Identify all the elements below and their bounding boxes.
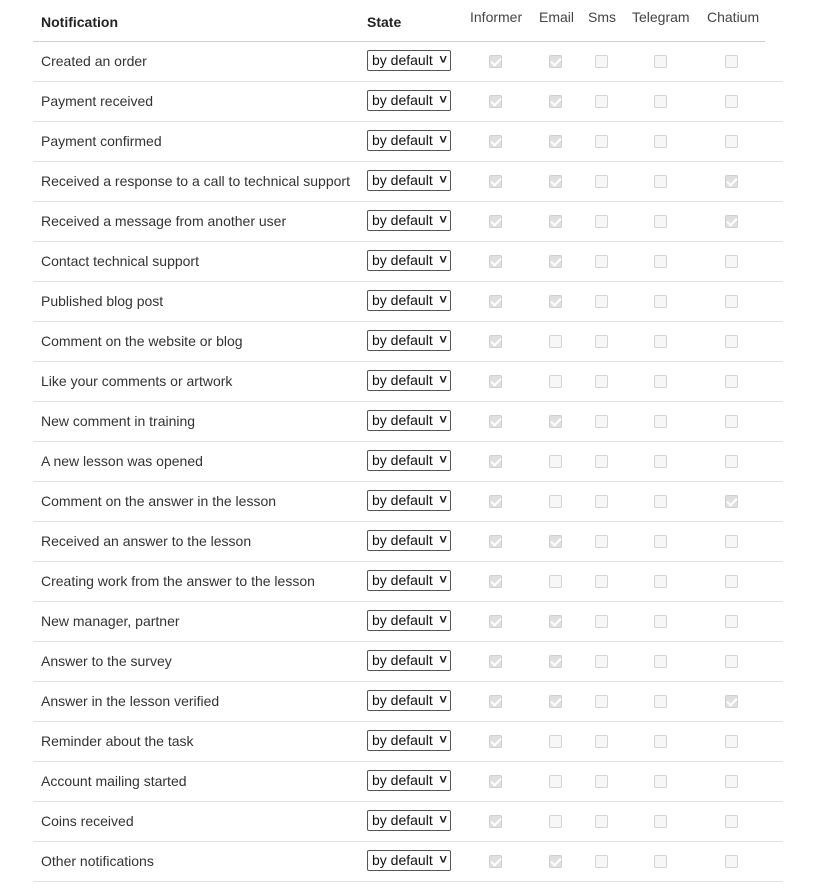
informer-checkbox[interactable] [489, 615, 502, 628]
chatium-checkbox[interactable] [725, 95, 738, 108]
chevron-down-icon: ˅ [439, 372, 447, 387]
chevron-down-icon: ˅ [439, 412, 447, 427]
table-row [33, 802, 783, 842]
state-select[interactable] [367, 330, 451, 351]
email-checkbox[interactable] [549, 575, 562, 588]
chevron-down-icon: ˅ [439, 172, 447, 187]
state-select[interactable] [367, 810, 451, 831]
chevron-down-icon: ˅ [439, 572, 447, 587]
informer-checkbox[interactable] [489, 815, 502, 828]
chatium-checkbox[interactable] [725, 655, 738, 668]
email-checkbox[interactable] [549, 455, 562, 468]
state-select-value: by default [372, 92, 433, 108]
table-row [33, 722, 783, 762]
notification-label: Coins received [41, 813, 134, 829]
chevron-down-icon: ˅ [439, 772, 447, 787]
state-select[interactable] [367, 610, 451, 631]
table-row [33, 482, 783, 522]
chatium-checkbox[interactable] [725, 375, 738, 388]
email-checkbox[interactable] [549, 535, 562, 548]
telegram-checkbox[interactable] [654, 295, 667, 308]
column-header-telegram: Telegram [632, 9, 690, 25]
chevron-down-icon: ˅ [439, 732, 447, 747]
state-select-value: by default [372, 452, 433, 468]
chevron-down-icon: ˅ [439, 52, 447, 67]
state-select[interactable] [367, 690, 451, 711]
email-checkbox[interactable] [549, 175, 562, 188]
sms-checkbox[interactable] [595, 135, 608, 148]
email-checkbox[interactable] [549, 855, 562, 868]
notification-label: Received a message from another user [41, 213, 287, 229]
state-select[interactable] [367, 650, 451, 671]
chatium-checkbox[interactable] [725, 735, 738, 748]
informer-checkbox[interactable] [489, 335, 502, 348]
telegram-checkbox[interactable] [654, 95, 667, 108]
notification-label: Payment received [41, 93, 154, 109]
table-row [33, 82, 783, 122]
email-checkbox[interactable] [549, 375, 562, 388]
email-checkbox[interactable] [549, 255, 562, 268]
state-select[interactable] [367, 410, 451, 431]
informer-checkbox[interactable] [489, 735, 502, 748]
informer-checkbox[interactable] [489, 255, 502, 268]
table-row [33, 282, 783, 322]
notification-label: Published blog post [41, 293, 164, 309]
informer-checkbox[interactable] [489, 855, 502, 868]
informer-checkbox[interactable] [489, 455, 502, 468]
chatium-checkbox[interactable] [725, 615, 738, 628]
state-select[interactable] [367, 570, 451, 591]
state-select-value: by default [372, 212, 433, 228]
chatium-checkbox[interactable] [725, 695, 738, 708]
column-header-email: Email [539, 9, 575, 25]
chatium-checkbox[interactable] [725, 455, 738, 468]
email-checkbox[interactable] [549, 135, 562, 148]
notification-label: New manager, partner [41, 613, 180, 629]
email-checkbox[interactable] [549, 615, 562, 628]
state-select-value: by default [372, 52, 433, 68]
table-row [33, 42, 783, 82]
chevron-down-icon: ˅ [439, 92, 447, 107]
informer-checkbox[interactable] [489, 95, 502, 108]
informer-checkbox[interactable] [489, 55, 502, 68]
state-select[interactable] [367, 130, 451, 151]
telegram-checkbox[interactable] [654, 415, 667, 428]
table-row [33, 362, 783, 402]
state-select-value: by default [372, 532, 433, 548]
state-select[interactable] [367, 730, 451, 751]
chatium-checkbox[interactable] [725, 815, 738, 828]
sms-checkbox[interactable] [595, 175, 608, 188]
telegram-checkbox[interactable] [654, 215, 667, 228]
telegram-checkbox[interactable] [654, 775, 667, 788]
notification-label: New comment in training [41, 413, 196, 429]
chatium-checkbox[interactable] [725, 255, 738, 268]
sms-checkbox[interactable] [595, 215, 608, 228]
chatium-checkbox[interactable] [725, 495, 738, 508]
table-row [33, 322, 783, 362]
notification-label: Like your comments or artwork [41, 373, 233, 389]
table-header [0, 0, 821, 42]
chevron-down-icon: ˅ [439, 852, 447, 867]
chatium-checkbox[interactable] [725, 215, 738, 228]
state-select[interactable] [367, 210, 451, 231]
state-select-value: by default [372, 652, 433, 668]
sms-checkbox[interactable] [595, 255, 608, 268]
table-row [33, 442, 783, 482]
email-checkbox[interactable] [549, 775, 562, 788]
sms-checkbox[interactable] [595, 295, 608, 308]
chevron-down-icon: ˅ [439, 452, 447, 467]
telegram-checkbox[interactable] [654, 495, 667, 508]
informer-checkbox[interactable] [489, 375, 502, 388]
table-row [33, 562, 783, 602]
sms-checkbox[interactable] [595, 335, 608, 348]
informer-checkbox[interactable] [489, 535, 502, 548]
column-header-notification: Notification [41, 14, 118, 30]
sms-checkbox[interactable] [595, 575, 608, 588]
column-header-state: State [367, 14, 402, 30]
column-header-sms: Sms [588, 9, 616, 25]
column-header-informer: Informer [470, 9, 523, 25]
state-select[interactable] [367, 370, 451, 391]
state-select[interactable] [367, 770, 451, 791]
table-row [33, 122, 783, 162]
notification-label: Account mailing started [41, 773, 187, 789]
table-row [33, 602, 783, 642]
state-select[interactable] [367, 250, 451, 271]
notification-label: A new lesson was opened [41, 453, 203, 469]
chevron-down-icon: ˅ [439, 252, 447, 267]
telegram-checkbox[interactable] [654, 55, 667, 68]
table-row [33, 242, 783, 282]
sms-checkbox[interactable] [595, 775, 608, 788]
email-checkbox[interactable] [549, 735, 562, 748]
table-row [33, 762, 783, 802]
telegram-checkbox[interactable] [654, 695, 667, 708]
informer-checkbox[interactable] [489, 655, 502, 668]
sms-checkbox[interactable] [595, 375, 608, 388]
telegram-checkbox[interactable] [654, 615, 667, 628]
table-row [33, 522, 783, 562]
sms-checkbox[interactable] [595, 95, 608, 108]
state-select[interactable] [367, 290, 451, 311]
state-select-value: by default [372, 132, 433, 148]
informer-checkbox[interactable] [489, 495, 502, 508]
state-select[interactable] [367, 490, 451, 511]
notification-label: Comment on the answer in the lesson [41, 493, 277, 509]
sms-checkbox[interactable] [595, 655, 608, 668]
notification-label: Other notifications [41, 853, 154, 869]
state-select[interactable] [367, 450, 451, 471]
telegram-checkbox[interactable] [654, 575, 667, 588]
state-select-value: by default [372, 732, 433, 748]
state-select[interactable] [367, 530, 451, 551]
chevron-down-icon: ˅ [439, 292, 447, 307]
state-select-value: by default [372, 332, 433, 348]
notification-label: Received an answer to the lesson [41, 533, 252, 549]
email-checkbox[interactable] [549, 95, 562, 108]
notification-table [0, 42, 821, 882]
state-select-value: by default [372, 172, 433, 188]
table-row [33, 842, 783, 882]
chatium-checkbox[interactable] [725, 335, 738, 348]
sms-checkbox[interactable] [595, 455, 608, 468]
telegram-checkbox[interactable] [654, 535, 667, 548]
informer-checkbox[interactable] [489, 295, 502, 308]
chevron-down-icon: ˅ [439, 612, 447, 627]
email-checkbox[interactable] [549, 655, 562, 668]
telegram-checkbox[interactable] [654, 255, 667, 268]
state-select-value: by default [372, 292, 433, 308]
state-select-value: by default [372, 852, 433, 868]
email-checkbox[interactable] [549, 495, 562, 508]
state-select-value: by default [372, 692, 433, 708]
chevron-down-icon: ˅ [439, 652, 447, 667]
notification-label: Contact technical support [41, 253, 199, 269]
chevron-down-icon: ˅ [439, 532, 447, 547]
table-row [33, 402, 783, 442]
telegram-checkbox[interactable] [654, 655, 667, 668]
chevron-down-icon: ˅ [439, 812, 447, 827]
sms-checkbox[interactable] [595, 495, 608, 508]
telegram-checkbox[interactable] [654, 455, 667, 468]
informer-checkbox[interactable] [489, 775, 502, 788]
email-checkbox[interactable] [549, 215, 562, 228]
telegram-checkbox[interactable] [654, 375, 667, 388]
chevron-down-icon: ˅ [439, 492, 447, 507]
telegram-checkbox[interactable] [654, 815, 667, 828]
email-checkbox[interactable] [549, 55, 562, 68]
state-select-value: by default [372, 492, 433, 508]
sms-checkbox[interactable] [595, 815, 608, 828]
email-checkbox[interactable] [549, 415, 562, 428]
sms-checkbox[interactable] [595, 55, 608, 68]
state-select-value: by default [372, 612, 433, 628]
sms-checkbox[interactable] [595, 855, 608, 868]
telegram-checkbox[interactable] [654, 335, 667, 348]
informer-checkbox[interactable] [489, 175, 502, 188]
state-select[interactable] [367, 170, 451, 191]
chevron-down-icon: ˅ [439, 332, 447, 347]
email-checkbox[interactable] [549, 335, 562, 348]
table-row [33, 202, 783, 242]
notification-label: Reminder about the task [41, 733, 194, 749]
informer-checkbox[interactable] [489, 135, 502, 148]
telegram-checkbox[interactable] [654, 735, 667, 748]
informer-checkbox[interactable] [489, 415, 502, 428]
chatium-checkbox[interactable] [725, 135, 738, 148]
state-select-value: by default [372, 252, 433, 268]
sms-checkbox[interactable] [595, 535, 608, 548]
informer-checkbox[interactable] [489, 215, 502, 228]
state-select[interactable] [367, 90, 451, 111]
chatium-checkbox[interactable] [725, 295, 738, 308]
informer-checkbox[interactable] [489, 695, 502, 708]
state-select-value: by default [372, 372, 433, 388]
chatium-checkbox[interactable] [725, 775, 738, 788]
state-select-value: by default [372, 572, 433, 588]
chevron-down-icon: ˅ [439, 692, 447, 707]
chatium-checkbox[interactable] [725, 535, 738, 548]
notification-label: Payment confirmed [41, 133, 162, 149]
chatium-checkbox[interactable] [725, 575, 738, 588]
email-checkbox[interactable] [549, 815, 562, 828]
telegram-checkbox[interactable] [654, 135, 667, 148]
chatium-checkbox[interactable] [725, 415, 738, 428]
state-select-value: by default [372, 772, 433, 788]
table-row [33, 162, 783, 202]
telegram-checkbox[interactable] [654, 855, 667, 868]
notification-label: Answer in the lesson verified [41, 693, 220, 709]
notification-label: Creating work from the answer to the lesson [41, 573, 315, 589]
email-checkbox[interactable] [549, 295, 562, 308]
state-select-value: by default [372, 412, 433, 428]
sms-checkbox[interactable] [595, 615, 608, 628]
notification-label: Comment on the website or blog [41, 333, 243, 349]
chatium-checkbox[interactable] [725, 55, 738, 68]
chevron-down-icon: ˅ [439, 132, 447, 147]
notification-label: Answer to the survey [41, 653, 172, 669]
notification-label: Created an order [41, 53, 147, 69]
sms-checkbox[interactable] [595, 695, 608, 708]
table-row [33, 642, 783, 682]
chevron-down-icon: ˅ [439, 212, 447, 227]
chatium-checkbox[interactable] [725, 855, 738, 868]
state-select-value: by default [372, 812, 433, 828]
sms-checkbox[interactable] [595, 735, 608, 748]
chatium-checkbox[interactable] [725, 175, 738, 188]
table-row [33, 682, 783, 722]
column-header-chatium: Chatium [707, 9, 760, 25]
sms-checkbox[interactable] [595, 415, 608, 428]
notification-label: Received a response to a call to technical support [41, 173, 350, 189]
informer-checkbox[interactable] [489, 575, 502, 588]
email-checkbox[interactable] [549, 695, 562, 708]
state-select[interactable] [367, 850, 451, 871]
state-select[interactable] [367, 50, 451, 71]
telegram-checkbox[interactable] [654, 175, 667, 188]
